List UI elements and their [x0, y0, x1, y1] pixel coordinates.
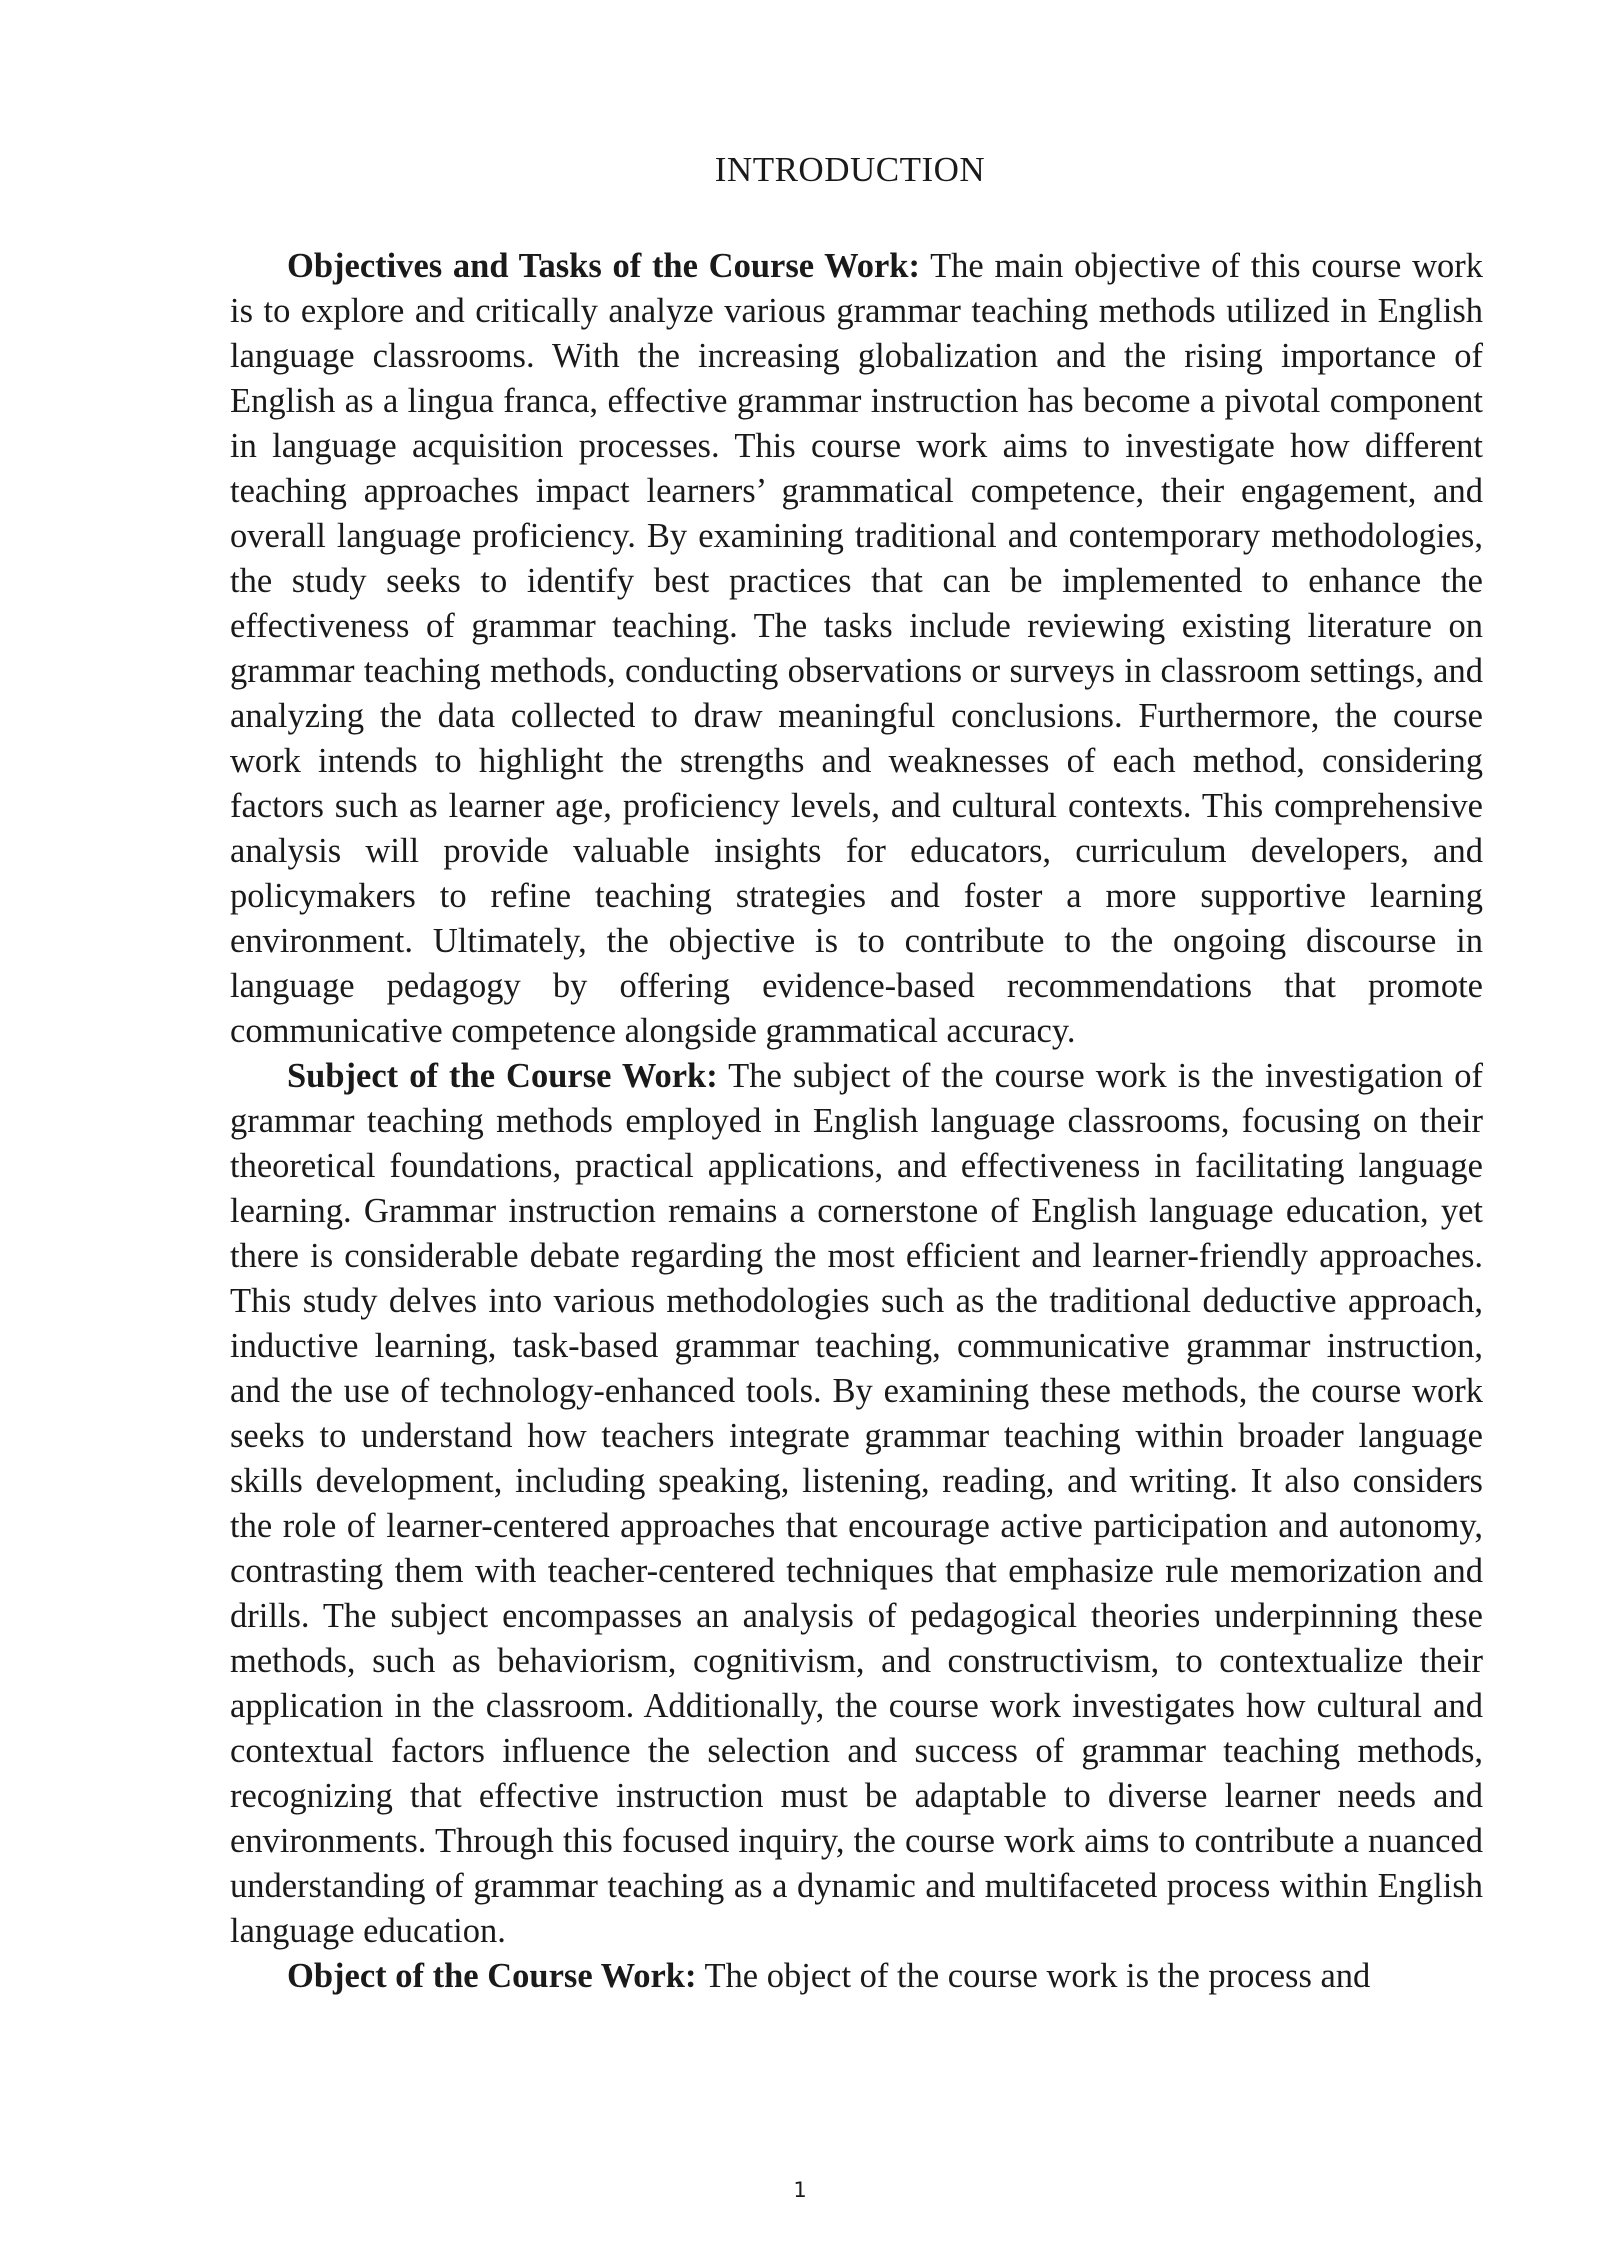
paragraph-label: Object of the Course Work: [287, 1957, 697, 1995]
paragraph-text: The subject of the course work is the investigation of grammar teaching methods employed in English language classrooms, focusing on their theoretical foundations, practical applications, and effectiveness in facilitating language learning. Grammar instruction remains a cornerstone of English language education, yet there is considerable debate regarding the most efficient and learner-friendly approaches. This study delves into various methodologies such as the traditional deductive approach, inductive learning, task-based grammar teaching, communicative grammar instruction, and the use of technology-enhanced tools. By examining these methods, the course work seeks to understand how teachers integrate grammar teaching within broader language skills development, including speaking, listening, reading, and writing. It also considers the role of learner-centered approaches that encourage active participation and autonomy, contrasting them with teacher-centered techniques that emphasize rule memorization and drills. The subject encompasses an analysis of pedagogical theories underpinning these methods, such as behaviorism, cognitivism, and constructivism, to contextualize their application in the classroom. Additionally, the course work investigates how cultural and contextual factors influence the selection and success of grammar teaching methods, recognizing that effective instruction must be adaptable to diverse learner needs and environments. Through this focused inquiry, the course work aims to contribute a nuanced understanding of grammar teaching as a dynamic and multifaceted process within English language education. [230, 1057, 1483, 1950]
section-heading: INTRODUCTION [714, 150, 986, 189]
paragraph-subject [230, 1054, 1483, 1954]
paragraph-object [230, 1954, 1483, 1999]
paragraph-label: Subject of the Course Work: [287, 1057, 718, 1095]
paragraph-text: The object of the course work is the process and [704, 1957, 1371, 1995]
paragraph-text: The main objective of this course work is to explore and critically analyze various grammar teaching methods utilized in English language classrooms. With the increasing globalization and the rising importance of English as a lingua franca, effective grammar instruction has become a pivotal component in language acquisition processes. This course work aims to investigate how different teaching approaches impact learners’ grammatical competence, their engagement, and overall language proficiency. By examining traditional and contemporary methodologies, the study seeks to identify best practices that can be implemented to enhance the effectiveness of grammar teaching. The tasks include reviewing existing literature on grammar teaching methods, conducting observations or surveys in classroom settings, and analyzing the data collected to draw meaningful conclusions. Furthermore, the course work intends to highlight the strengths and weaknesses of each method, considering factors such as learner age, proficiency levels, and cultural contexts. This comprehensive analysis will provide valuable insights for educators, curriculum developers, and policymakers to refine teaching strategies and foster a more supportive learning environment. Ultimately, the objective is to contribute to the ongoing discourse in language pedagogy by offering evidence-based recommendations that promote communicative competence alongside grammatical accuracy. [230, 247, 1483, 1050]
paragraph-label: Objectives and Tasks of the Course Work: [287, 247, 920, 285]
body-text [230, 244, 1483, 1999]
paragraph-objectives [230, 244, 1483, 1054]
page-number: 1 [793, 2178, 807, 2202]
